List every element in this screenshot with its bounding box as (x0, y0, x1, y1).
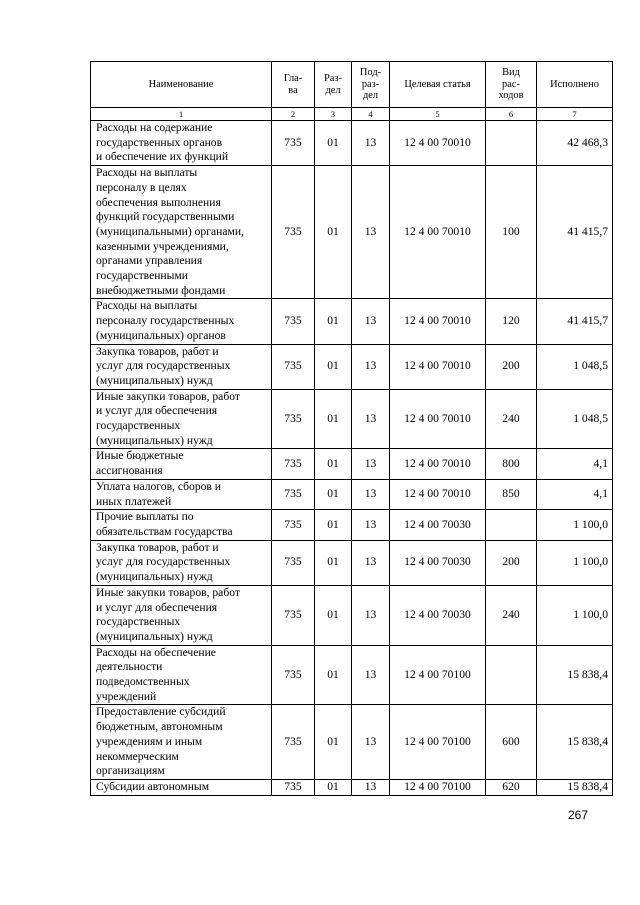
header-vid (486, 62, 537, 108)
row-vid-cell: 120 (486, 299, 537, 344)
table-row (91, 299, 613, 344)
row-statya-cell: 12 4 00 70100 (390, 779, 486, 795)
row-vid-cell: 620 (486, 779, 537, 795)
column-number: 1 (91, 108, 272, 121)
table-row (91, 166, 613, 299)
row-vid-cell: 240 (486, 389, 537, 449)
header-value-text: Исполнено (550, 78, 599, 90)
header-value (537, 62, 613, 108)
row-podrazdel-cell: 13 (352, 166, 390, 299)
page-number: 267 (568, 808, 589, 822)
row-vid-cell: 100 (486, 166, 537, 299)
row-name-cell: Иные бюджетные ассигнования (91, 449, 272, 479)
row-name-cell: Закупка товаров, работ и услуг для государственных (муниципальных) нужд (91, 344, 272, 389)
row-value-cell: 1 100,0 (537, 510, 613, 540)
row-razdel-cell: 01 (315, 299, 352, 344)
row-statya-cell: 12 4 00 70030 (390, 540, 486, 585)
row-vid-cell: 850 (486, 479, 537, 509)
header-razdel (315, 62, 352, 108)
row-razdel-cell: 01 (315, 645, 352, 705)
header-name-text: Наименование (148, 78, 214, 90)
row-statya-cell: 12 4 00 70010 (390, 479, 486, 509)
row-name-cell: Прочие выплаты по обязательствам государства (91, 510, 272, 540)
header-glava-text: Гла- ва (283, 73, 303, 96)
row-statya-cell: 12 4 00 70100 (390, 705, 486, 780)
row-vid-cell: 200 (486, 344, 537, 389)
row-value-cell: 42 468,3 (537, 121, 613, 166)
row-name-cell: Субсидии автономным (91, 779, 272, 795)
table-row (91, 449, 613, 479)
row-razdel-cell: 01 (315, 479, 352, 509)
table-row (91, 510, 613, 540)
row-podrazdel-cell: 13 (352, 121, 390, 166)
row-glava-cell: 735 (272, 166, 315, 299)
row-podrazdel-cell: 13 (352, 344, 390, 389)
row-podrazdel-cell: 13 (352, 705, 390, 780)
row-razdel-cell: 01 (315, 510, 352, 540)
row-podrazdel-cell: 13 (352, 510, 390, 540)
header-razdel-text: Раз- дел (324, 73, 342, 96)
row-razdel-cell: 01 (315, 779, 352, 795)
row-value-cell: 41 415,7 (537, 166, 613, 299)
row-name-cell: Закупка товаров, работ и услуг для государственных (муниципальных) нужд (91, 540, 272, 585)
column-number-row (91, 108, 613, 121)
row-razdel-cell: 01 (315, 389, 352, 449)
table-row (91, 344, 613, 389)
row-glava-cell: 735 (272, 705, 315, 780)
row-razdel-cell: 01 (315, 121, 352, 166)
column-number: 4 (352, 108, 390, 121)
row-vid-cell (486, 121, 537, 166)
row-glava-cell: 735 (272, 449, 315, 479)
row-vid-cell: 600 (486, 705, 537, 780)
row-vid-cell (486, 510, 537, 540)
table-row (91, 585, 613, 645)
row-name-cell: Иные закупки товаров, работ и услуг для обеспечения государственных (муниципальных) нужд (91, 389, 272, 449)
row-statya-cell: 12 4 00 70010 (390, 449, 486, 479)
row-podrazdel-cell: 13 (352, 585, 390, 645)
table-row (91, 705, 613, 780)
row-vid-cell: 800 (486, 449, 537, 479)
row-value-cell: 4,1 (537, 449, 613, 479)
row-glava-cell: 735 (272, 389, 315, 449)
row-value-cell: 1 048,5 (537, 344, 613, 389)
header-name (91, 62, 272, 108)
row-razdel-cell: 01 (315, 705, 352, 780)
table-body (91, 121, 613, 796)
table-row (91, 389, 613, 449)
row-statya-cell: 12 4 00 70010 (390, 299, 486, 344)
row-statya-cell: 12 4 00 70010 (390, 389, 486, 449)
column-number: 2 (272, 108, 315, 121)
row-name-cell: Уплата налогов, сборов и иных платежей (91, 479, 272, 509)
row-value-cell: 41 415,7 (537, 299, 613, 344)
row-statya-cell: 12 4 00 70030 (390, 585, 486, 645)
row-name-cell: Расходы на выплаты персоналу в целях обеспечения выполнения функций государственными (муниципальными) органами, казенными учреждениями, органами управления государственными внебюджетными фондами (91, 166, 272, 299)
column-number: 5 (390, 108, 486, 121)
row-name-cell: Расходы на выплаты персоналу государственных (муниципальных) органов (91, 299, 272, 344)
row-podrazdel-cell: 13 (352, 779, 390, 795)
row-value-cell: 4,1 (537, 479, 613, 509)
row-vid-cell: 200 (486, 540, 537, 585)
header-row (91, 62, 613, 108)
table-row (91, 121, 613, 166)
row-razdel-cell: 01 (315, 449, 352, 479)
row-value-cell: 15 838,4 (537, 705, 613, 780)
row-value-cell: 1 100,0 (537, 585, 613, 645)
budget-execution-table (90, 61, 613, 796)
row-glava-cell: 735 (272, 121, 315, 166)
row-glava-cell: 735 (272, 585, 315, 645)
row-podrazdel-cell: 13 (352, 299, 390, 344)
row-statya-cell: 12 4 00 70010 (390, 166, 486, 299)
row-glava-cell: 735 (272, 344, 315, 389)
row-glava-cell: 735 (272, 645, 315, 705)
column-number: 7 (537, 108, 613, 121)
row-value-cell: 1 100,0 (537, 540, 613, 585)
header-statya-text: Целевая статья (404, 78, 471, 90)
row-value-cell: 15 838,4 (537, 779, 613, 795)
row-razdel-cell: 01 (315, 344, 352, 389)
row-glava-cell: 735 (272, 540, 315, 585)
row-name-cell: Иные закупки товаров, работ и услуг для обеспечения государственных (муниципальных) нужд (91, 585, 272, 645)
header-statya (390, 62, 486, 108)
row-razdel-cell: 01 (315, 540, 352, 585)
row-value-cell: 15 838,4 (537, 645, 613, 705)
row-statya-cell: 12 4 00 70010 (390, 344, 486, 389)
header-glava (272, 62, 315, 108)
header-podrazdel-text: Под- раз- дел (359, 67, 382, 102)
row-podrazdel-cell: 13 (352, 479, 390, 509)
row-statya-cell: 12 4 00 70010 (390, 121, 486, 166)
row-glava-cell: 735 (272, 479, 315, 509)
row-glava-cell: 735 (272, 510, 315, 540)
table-row (91, 779, 613, 795)
row-glava-cell: 735 (272, 299, 315, 344)
table-row (91, 645, 613, 705)
row-vid-cell (486, 645, 537, 705)
row-name-cell: Расходы на содержание государственных органов и обеспечение их функций (91, 121, 272, 166)
table-row (91, 540, 613, 585)
row-name-cell: Расходы на обеспечение деятельности подведомственных учреждений (91, 645, 272, 705)
row-razdel-cell: 01 (315, 166, 352, 299)
row-podrazdel-cell: 13 (352, 389, 390, 449)
table-row (91, 479, 613, 509)
row-name-cell: Предоставление субсидий бюджетным, автономным учреждениям и иным некоммерческим организациям (91, 705, 272, 780)
row-podrazdel-cell: 13 (352, 449, 390, 479)
row-razdel-cell: 01 (315, 585, 352, 645)
column-number: 6 (486, 108, 537, 121)
row-statya-cell: 12 4 00 70030 (390, 510, 486, 540)
row-podrazdel-cell: 13 (352, 645, 390, 705)
header-podrazdel (352, 62, 390, 108)
row-glava-cell: 735 (272, 779, 315, 795)
row-vid-cell: 240 (486, 585, 537, 645)
column-number: 3 (315, 108, 352, 121)
row-statya-cell: 12 4 00 70100 (390, 645, 486, 705)
header-vid-text: Вид рас- ходов (498, 67, 524, 102)
row-value-cell: 1 048,5 (537, 389, 613, 449)
row-podrazdel-cell: 13 (352, 540, 390, 585)
